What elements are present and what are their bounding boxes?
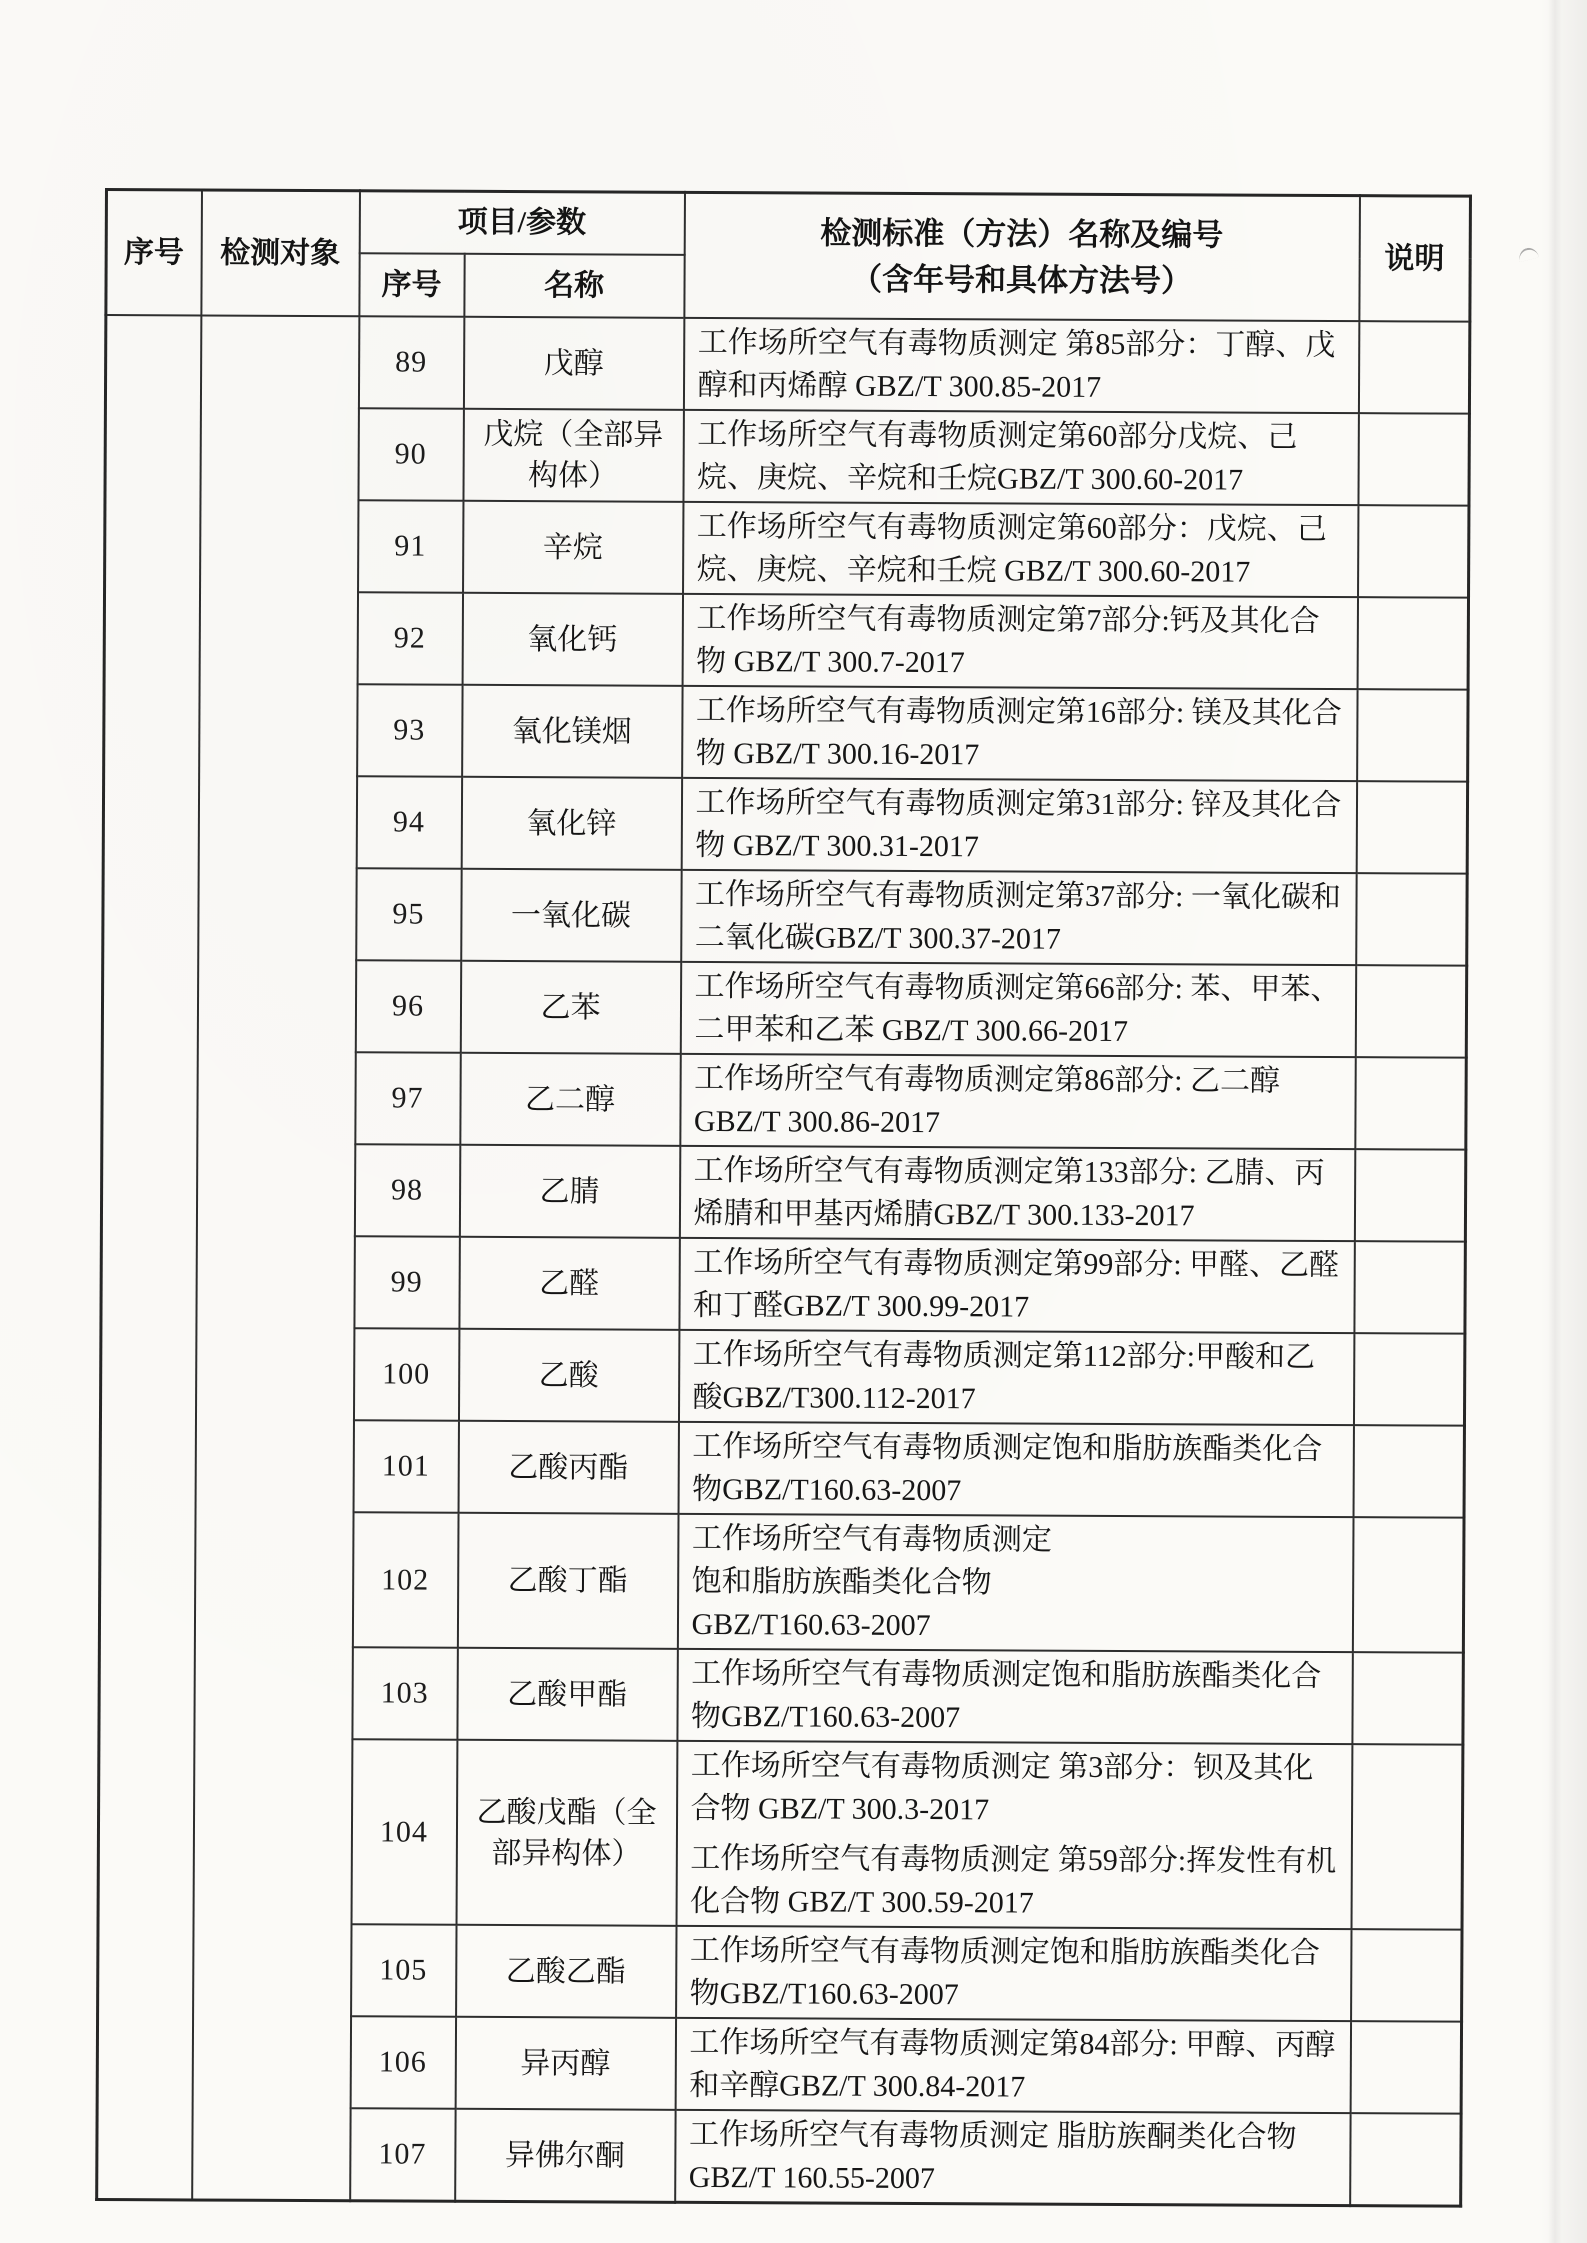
cell-note — [1351, 1929, 1462, 2022]
table-header — [106, 190, 1471, 322]
cell-item-name: 氧化锌 — [461, 777, 681, 870]
cell-item-no: 90 — [358, 408, 463, 501]
cell-standard — [683, 502, 1358, 597]
cell-item-no: 98 — [354, 1144, 459, 1237]
cell-item-name: 乙二醇 — [460, 1053, 680, 1146]
standard-text: 工作场所空气有毒物质测定第99部分: 甲醛、乙醛和丁醛GBZ/T 300.99-2017 — [692, 1245, 1340, 1324]
cell-note — [1353, 1425, 1464, 1518]
cell-standard — [680, 1054, 1355, 1149]
standard-text: 工作场所空气有毒物质测定第7部分:钙及其化合物 GBZ/T 300.7-2017 — [696, 601, 1320, 680]
table-body — [97, 315, 1470, 2206]
cell-standard — [676, 1926, 1351, 2021]
cell-item-name: 乙酸丁酯 — [457, 1513, 678, 1649]
header-seq: 序号 — [106, 190, 202, 316]
cell-item-name: 乙醛 — [459, 1237, 679, 1330]
standard-text: 工作场所空气有毒物质测定第60部分：戊烷、己烷、庚烷、辛烷和壬烷 GBZ/T 300.60-2017 — [696, 509, 1327, 589]
standard-text: 工作场所空气有毒物质测定第31部分: 锌及其化合物 GBZ/T 300.31-2017 — [695, 785, 1342, 864]
cell-item-name: 辛烷 — [463, 501, 683, 594]
cell-note — [1353, 1333, 1464, 1426]
cell-note — [1354, 1241, 1465, 1334]
header-item-name: 名称 — [464, 254, 684, 318]
cell-standard — [683, 410, 1358, 505]
cell-standard — [682, 594, 1357, 689]
cell-note — [1358, 413, 1469, 506]
cell-item-name: 氧化镁烟 — [462, 685, 682, 778]
cell-item-name: 异丙醇 — [455, 2017, 675, 2110]
standard-text: 工作场所空气有毒物质测定第86部分: 乙二醇GBZ/T 300.86-2017 — [693, 1061, 1281, 1140]
scanner-shadow-band — [1548, 0, 1562, 2243]
cell-standard — [683, 318, 1358, 413]
cell-item-name: 戊醇 — [463, 317, 683, 410]
header-item-group: 项目/参数 — [359, 191, 684, 255]
cell-standard — [681, 870, 1356, 965]
cell-note — [1352, 1517, 1464, 1653]
standard-text: 工作场所空气有毒物质测定第60部分戊烷、己烷、庚烷、辛烷和壬烷GBZ/T 300.60-2017 — [697, 417, 1298, 497]
cell-item-name: 乙酸丙酯 — [458, 1421, 678, 1514]
cell-item-name: 乙酸乙酯 — [456, 1925, 676, 2018]
cell-standard — [679, 1146, 1354, 1241]
pen-squiggle-artifact — [1517, 246, 1539, 262]
header-note: 说明 — [1359, 196, 1471, 322]
cell-item-no: 91 — [358, 500, 463, 593]
cell-item-no: 94 — [356, 776, 461, 869]
cell-standard — [677, 1514, 1353, 1652]
cell-standard — [680, 962, 1355, 1057]
cell-item-no: 106 — [350, 2016, 455, 2109]
standard-text: 工作场所空气有毒物质测定 脂肪族酮类化合物GBZ/T 160.55-2007 — [688, 2117, 1297, 2196]
cell-item-no: 104 — [351, 1739, 457, 1925]
standard-text: 工作场所空气有毒物质测定第84部分: 甲醇、丙醇和辛醇GBZ/T 300.84-2017 — [689, 2025, 1336, 2104]
cell-standard — [678, 1330, 1353, 1425]
cell-object-merged — [192, 315, 359, 2200]
standard-text: 工作场所空气有毒物质测定 饱和脂肪族酯类化合物 GBZ/T160.63-2007 — [691, 1521, 1052, 1643]
cell-note — [1358, 321, 1469, 414]
cell-standard — [682, 686, 1357, 781]
cell-item-name: 戊烷（全部异构体） — [463, 409, 683, 502]
cell-item-no: 96 — [355, 960, 460, 1053]
cell-standard — [678, 1422, 1353, 1517]
cell-note — [1352, 1652, 1463, 1745]
standard-text: 工作场所空气有毒物质测定第37部分: 一氧化碳和二氧化碳GBZ/T 300.37-2017 — [694, 877, 1341, 956]
standard-text: 工作场所空气有毒物质测定饱和脂肪族酯类化合物GBZ/T160.63-2007 — [692, 1429, 1323, 1508]
header-item-seq: 序号 — [359, 253, 464, 317]
cell-item-no: 97 — [355, 1052, 460, 1145]
standard-text: 工作场所空气有毒物质测定第16部分: 镁及其化合物 GBZ/T 300.16-2017 — [695, 693, 1342, 772]
standard-text: 工作场所空气有毒物质测定第112部分:甲酸和乙酸GBZ/T300.112-2017 — [692, 1337, 1316, 1416]
cell-item-no: 93 — [357, 684, 462, 777]
standard-text: 工作场所空气有毒物质测定第133部分: 乙腈、丙烯腈和甲基丙烯腈GBZ/T 300.133-2017 — [693, 1153, 1325, 1233]
standard-text: 工作场所空气有毒物质测定第66部分: 苯、甲苯、二甲苯和乙苯 GBZ/T 300.66-2017 — [694, 969, 1341, 1049]
standard-text: 工作场所空气有毒物质测定 第3部分：钡及其化合物 GBZ/T 300.3-2017 — [690, 1748, 1314, 1827]
cell-item-name: 氧化钙 — [462, 593, 682, 686]
cell-standard — [675, 2018, 1350, 2113]
cell-standard — [675, 2110, 1350, 2206]
cell-item-no: 105 — [351, 1924, 456, 2017]
cell-item-no: 101 — [353, 1420, 458, 1513]
table-row — [105, 315, 1469, 414]
cell-item-name: 乙苯 — [460, 961, 680, 1054]
cell-note — [1357, 689, 1468, 782]
cell-note — [1350, 2021, 1461, 2114]
standard-text: 工作场所空气有毒物质测定饱和脂肪族酯类化合物GBZ/T160.63-2007 — [690, 1656, 1322, 1735]
cell-note — [1355, 965, 1466, 1058]
header-standard: 检测标准（方法）名称及编号 （含年号和具体方法号） — [684, 192, 1360, 321]
standard-text: 工作场所空气有毒物质测定饱和脂肪族酯类化合物GBZ/T160.63-2007 — [689, 1933, 1320, 2012]
cell-note — [1350, 2113, 1461, 2206]
cell-item-no: 100 — [353, 1328, 458, 1421]
cell-item-name: 乙腈 — [459, 1145, 679, 1238]
cell-standard — [679, 1238, 1354, 1333]
cell-item-no: 107 — [350, 2108, 455, 2201]
cell-note — [1354, 1149, 1465, 1242]
cell-standard — [677, 1649, 1352, 1744]
cell-item-no: 99 — [354, 1236, 459, 1329]
standard-text: 工作场所空气有毒物质测定 第85部分：丁醇、戊醇和丙烯醇 GBZ/T 300.85-2017 — [697, 325, 1336, 404]
cell-item-name: 乙酸甲酯 — [457, 1648, 677, 1741]
standard-text: 工作场所空气有毒物质测定 第59部分:挥发性有机化合物 GBZ/T 300.59-2017 — [690, 1841, 1337, 1920]
header-object: 检测对象 — [201, 190, 360, 316]
cell-standard — [676, 1741, 1352, 1929]
test-items-table — [95, 188, 1472, 2208]
cell-item-no: 89 — [358, 316, 463, 409]
cell-item-name: 异佛尔酮 — [455, 2109, 675, 2203]
cell-item-name: 乙酸 — [458, 1329, 678, 1422]
cell-standard — [681, 778, 1356, 873]
cell-note — [1356, 873, 1467, 966]
cell-note — [1356, 781, 1467, 874]
cell-item-no: 95 — [356, 868, 461, 961]
cell-item-no: 92 — [357, 592, 462, 685]
cell-page-seq-merged — [97, 315, 201, 2200]
cell-note — [1358, 505, 1469, 598]
cell-item-name: 一氧化碳 — [461, 869, 681, 962]
cell-item-no: 102 — [352, 1512, 458, 1648]
cell-item-name: 乙酸戊酯（全部异构体） — [456, 1740, 677, 1926]
cell-note — [1351, 1744, 1463, 1930]
cell-note — [1357, 597, 1468, 690]
cell-item-no: 103 — [352, 1647, 457, 1740]
cell-note — [1355, 1057, 1466, 1150]
